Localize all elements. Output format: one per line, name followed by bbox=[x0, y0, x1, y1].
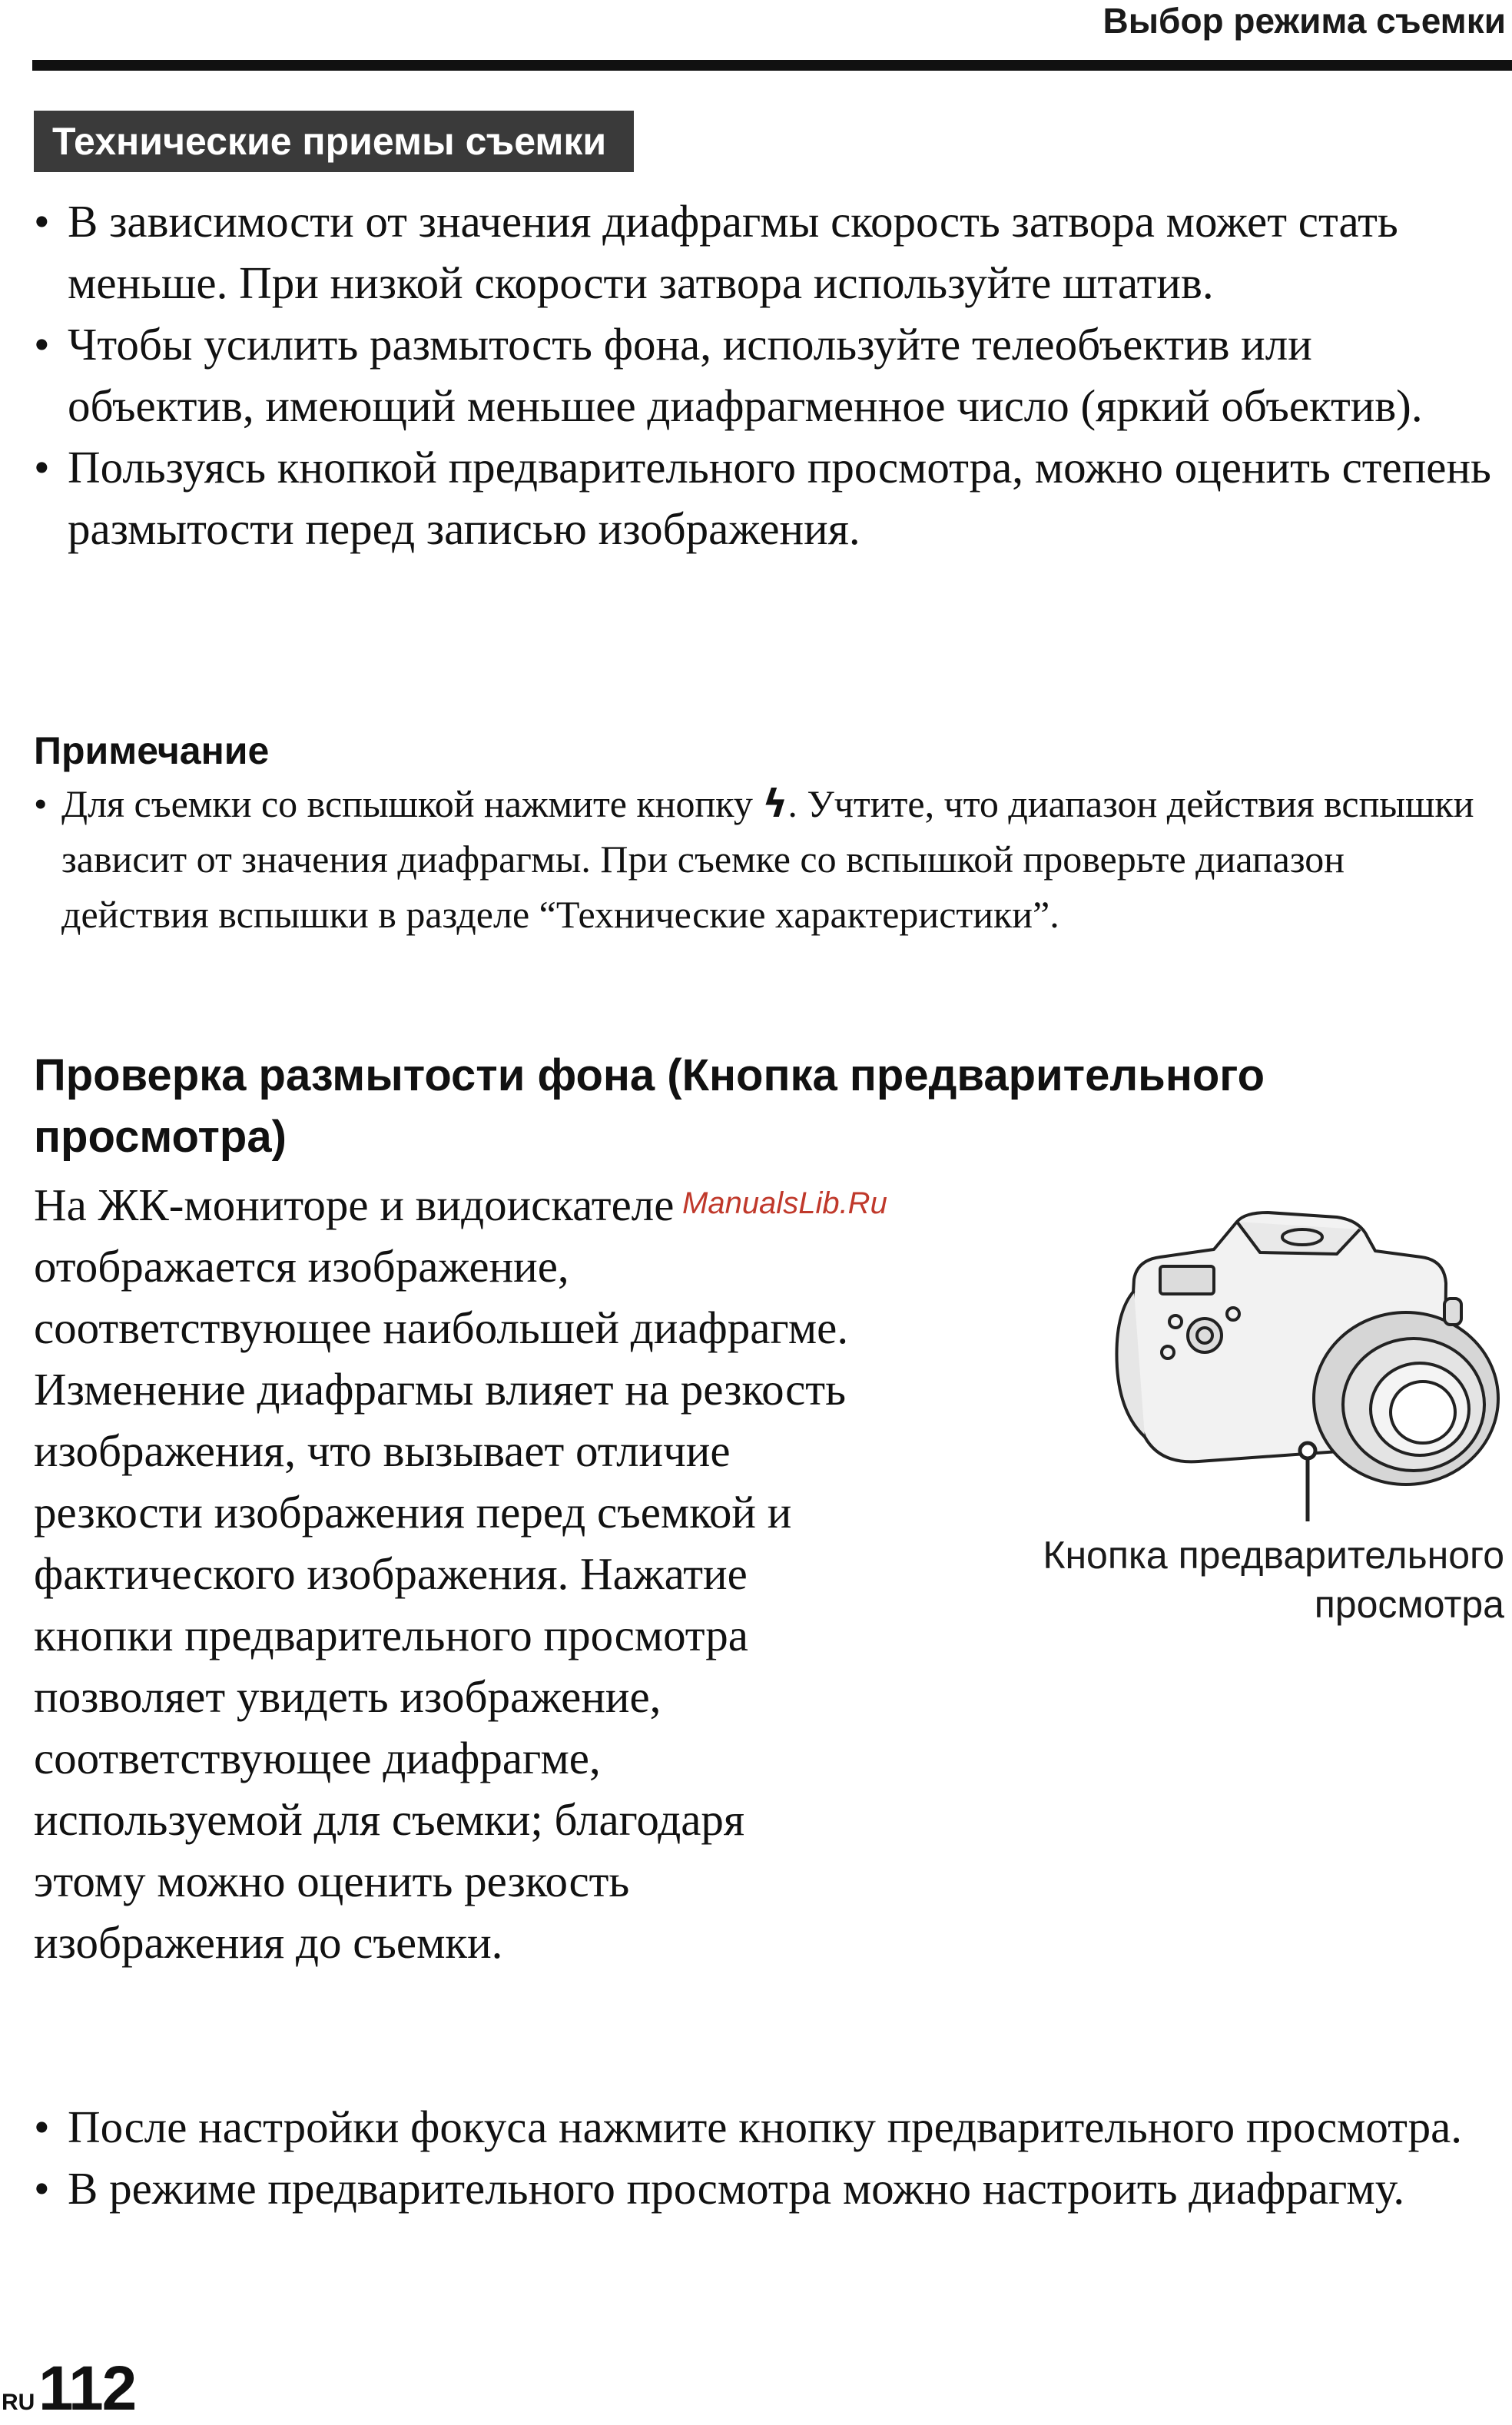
note-list bbox=[34, 776, 1478, 942]
tips-list bbox=[34, 191, 1501, 559]
header-rule bbox=[32, 60, 1512, 71]
page-number: 112 bbox=[38, 2354, 136, 2423]
note-text-after: . Учтите, что диапазон действия вспышки зависит от значения диафрагмы. При съемке со вспышкой проверьте диапазон действия вспышки в разделе “Технические характеристики”. bbox=[61, 782, 1474, 936]
tip-item: • Чтобы усилить размытость фона, используйте телеобъектив или объектив, имеющий меньшее диафрагменное число (яркий объектив). bbox=[34, 313, 1501, 436]
tip-item: • В зависимости от значения диафрагмы скорость затвора может стать меньше. При низкой скорости затвора используйте штатив. bbox=[34, 191, 1501, 313]
camera-icon bbox=[1106, 1206, 1506, 1521]
header-title: Выбор режима съемки bbox=[1102, 1, 1506, 41]
subsection-body: На ЖК-мониторе и видоискателе отображается изображение, соответствующее наибольшей диафрагме. Изменение диафрагмы влияет на резкость изображения, что вызывает отличие резкости изображения перед съемкой и фактического изображения. Нажатие кнопки предварительного просмотра позволяет увидеть изображение, соответствующее диафрагме, используемой для съемки; благодаря этому можно оценить резкость изображения до съемки. bbox=[34, 1179, 849, 1968]
watermark: ManualsLib.Ru bbox=[682, 1186, 887, 1220]
after-tip-item: • В режиме предварительного просмотра можно настроить диафрагму. bbox=[34, 2158, 1501, 2219]
after-tip-item: • После настройки фокуса нажмите кнопку предварительного просмотра. bbox=[34, 2096, 1501, 2158]
section-tag: Технические приемы съемки bbox=[34, 111, 634, 172]
subsection-heading: Проверка размытости фона (Кнопка предварительного просмотра) bbox=[34, 1050, 1265, 1162]
note-text-before: Для съемки со вспышкой нажмите кнопку bbox=[61, 782, 763, 825]
flash-icon: ϟ bbox=[762, 781, 788, 826]
note-heading: Примечание bbox=[34, 729, 270, 772]
figure-callout: Кнопка предварительного просмотра bbox=[1043, 1534, 1504, 1626]
after-tips-list bbox=[34, 2096, 1501, 2219]
tip-item: • Пользуясь кнопкой предварительного просмотра, можно оценить степень размытости перед записью изображения. bbox=[34, 436, 1501, 559]
note-item bbox=[34, 776, 1478, 942]
page-language: RU bbox=[2, 2390, 35, 2415]
